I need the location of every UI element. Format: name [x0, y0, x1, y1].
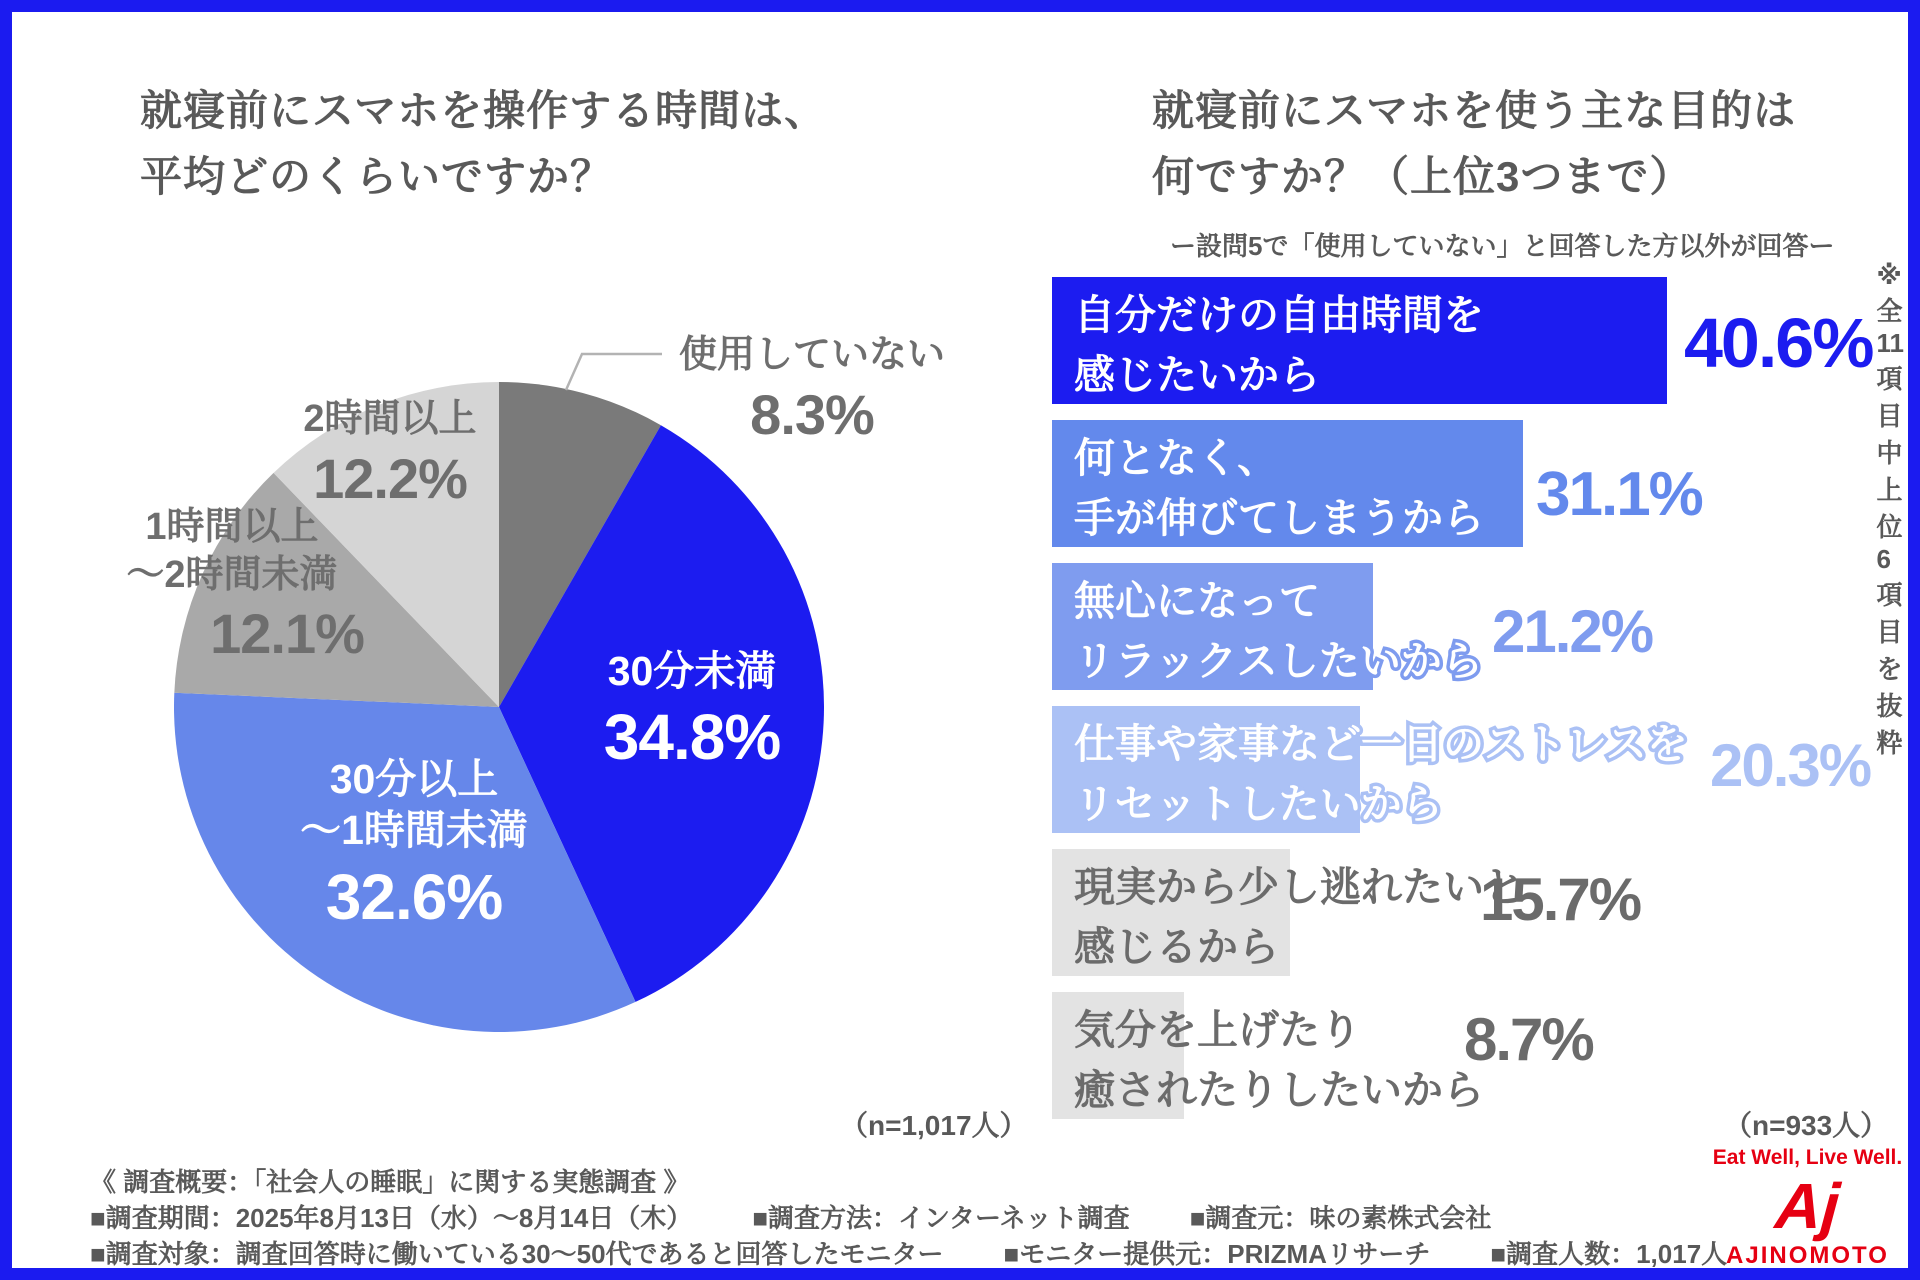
bar-percent-4: 15.7%	[1480, 866, 1641, 933]
pie-label-30min-1h-line1: 30分以上	[329, 756, 499, 802]
bar-label-5	[1052, 992, 1484, 1120]
bar-label-line: 癒されたりしたいから	[1074, 1067, 1484, 1113]
right-chart-note: ※全11項目中上位6項目を抜粋	[1876, 260, 1905, 758]
pie-label-not-using-value: 8.3%	[750, 382, 874, 446]
bar-label-line: 現実から少し逃れたいと	[1074, 864, 1525, 910]
right-chart-title	[1152, 78, 1796, 210]
survey-row2	[90, 1234, 1727, 1271]
bar-label-line: リラックスしたいから	[1074, 638, 1483, 684]
pie-label-over-2h-text: 2時間以上	[303, 398, 477, 440]
pie-label-under-30min	[557, 646, 827, 777]
survey-heading: 《 調査概要：「社会人の睡眠」に関する実態調査 》	[90, 1167, 690, 1197]
survey-period: ■調査期間：2025年8月13日（水）～8月14日（木）	[90, 1203, 693, 1233]
bar-label-line: 気分を上げたり	[1074, 1007, 1361, 1053]
survey-source: ■調査元：味の素株式会社	[1189, 1203, 1492, 1233]
pie-label-30min-1h-value: 32.6%	[325, 860, 503, 933]
bar-label-line: 仕事や家事など一日のストレスを	[1074, 721, 1688, 767]
bar-label-line: 感じるから	[1074, 924, 1279, 970]
pie-label-30min-1h	[274, 754, 554, 937]
survey-count: ■調査人数：1,017人	[1490, 1239, 1728, 1269]
bar-label-1	[1052, 420, 1484, 548]
bar-label-line: 手が伸びてしまうから	[1074, 495, 1484, 541]
survey-target: ■調査対象：調査回答時に働いている30～50代であると回答したモニター	[90, 1239, 944, 1269]
bar-label-4	[1052, 849, 1525, 977]
bar-label-line: 無心になって	[1074, 578, 1320, 624]
left-chart-title-line1: 就寝前にスマホを操作する時間は、	[140, 87, 828, 134]
right-chart-title-line2: 何ですか？（上位3つまで）	[1152, 153, 1693, 200]
pie-label-1h-2h	[82, 504, 382, 669]
ajinomoto-aj-mark-icon: Aj	[1772, 1170, 1843, 1242]
bar-label-2	[1052, 563, 1483, 691]
left-chart-title	[140, 78, 827, 210]
bar-label-line: 感じたいから	[1074, 352, 1320, 398]
logo-tagline: Eat Well, Live Well.	[1712, 1146, 1903, 1169]
logo-brand-text: AJINOMOTO	[1726, 1242, 1889, 1269]
pie-label-over-2h-value: 12.2%	[313, 446, 467, 510]
bar-label-3	[1052, 706, 1688, 834]
pie-label-1h-2h-line1: 1時間以上	[145, 506, 319, 548]
survey-monitor: ■モニター提供元：PRIZMAリサーチ	[1003, 1239, 1431, 1269]
pie-label-not-using-text: 使用していない	[678, 334, 945, 376]
bar-percent-2: 21.2%	[1492, 598, 1653, 665]
right-chart-subtitle: ー設問5で「使用していない」と回答した方以外が回答ー	[1170, 231, 1835, 261]
bar-label-line: リセットしたいから	[1074, 781, 1443, 827]
bar-label-0	[1052, 277, 1484, 405]
pie-n-label: （n=1,017人）	[840, 1110, 1028, 1141]
bar-label-line: 何となく、	[1074, 435, 1279, 481]
bar-percent-5: 8.7%	[1464, 1006, 1593, 1073]
ajinomoto-logo	[1700, 1146, 1915, 1270]
pie-label-30min-1h-line2: ～1時間未満	[300, 807, 528, 854]
survey-method: ■調査方法：インターネット調査	[752, 1203, 1130, 1233]
pie-label-not-using	[652, 332, 972, 450]
pie-label-1h-2h-line2: ～2時間未満	[126, 553, 338, 596]
pie-label-1h-2h-value: 12.1%	[210, 602, 364, 665]
bar-percent-0: 40.6%	[1684, 304, 1873, 382]
survey-row1	[90, 1198, 1491, 1235]
right-chart-title-line1: 就寝前にスマホを使う主な目的は	[1152, 87, 1797, 134]
bar-percent-1: 31.1%	[1536, 460, 1702, 529]
pie-label-over-2h	[270, 396, 510, 514]
left-chart-title-line2: 平均どのくらいですか？	[140, 153, 614, 200]
bar-percent-3: 20.3%	[1710, 732, 1871, 799]
pie-label-under-30min-value: 34.8%	[603, 701, 781, 774]
pie-label-under-30min-text: 30分未満	[607, 648, 777, 694]
bar-label-line: 自分だけの自由時間を	[1074, 292, 1484, 338]
bar-n-label: （n=933人）	[1724, 1110, 1889, 1141]
